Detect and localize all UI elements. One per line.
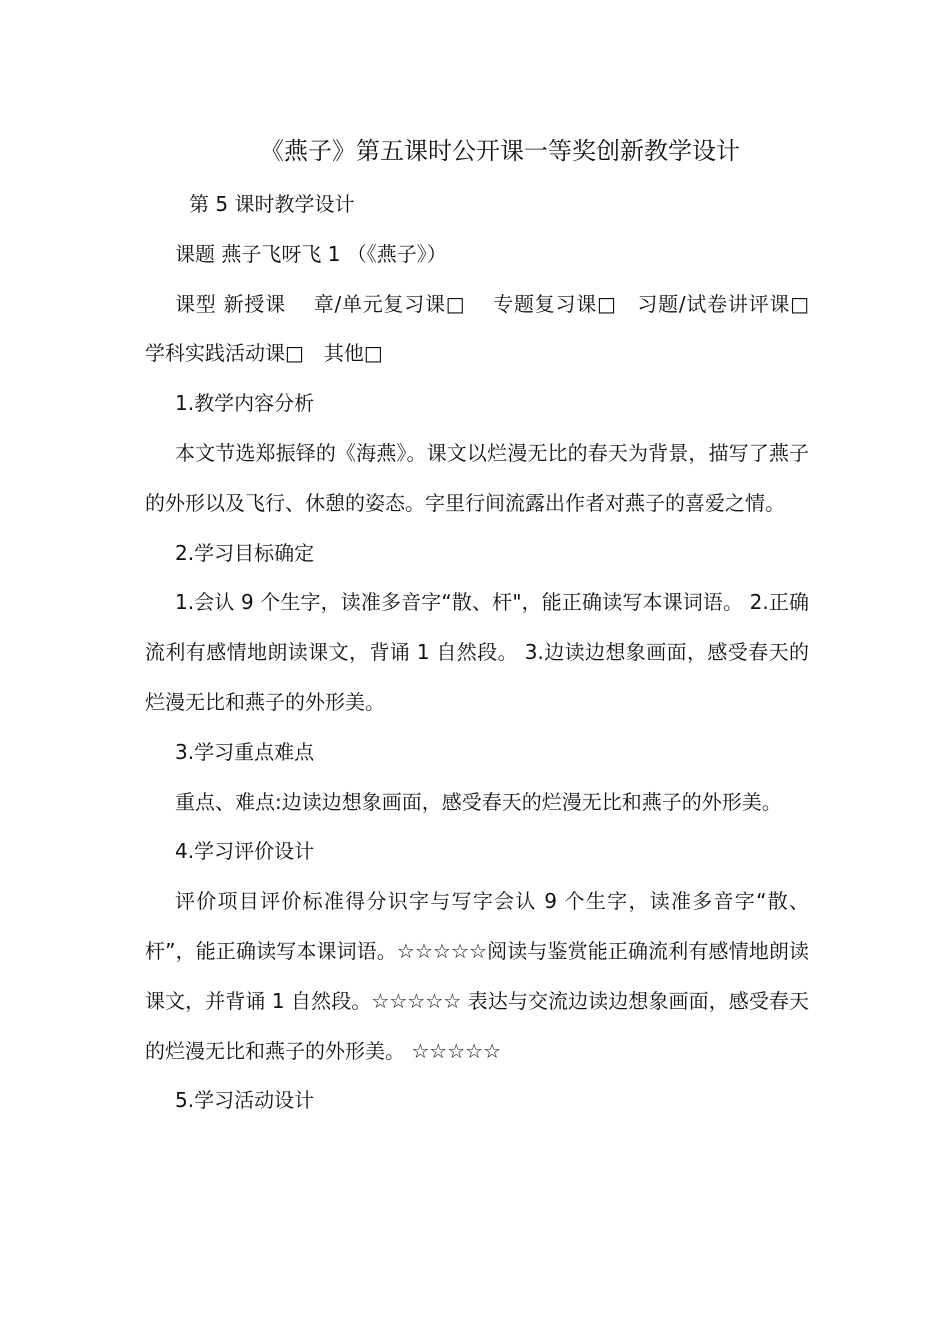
section-text-objectives: 1.会认 9 个生字，读准多音字“散、杆"，能正确读写本课词语。 2.正确流利有感情地朗读课文，背诵 1 自然段。 3.边读边想象画面，感受春天的烂漫无比和燕子的外形美。	[145, 590, 809, 714]
document-body	[145, 180, 829, 1126]
document-title: 《燕子》第五课时公开课一等奖创新教学设计	[260, 137, 740, 165]
section-heading-objectives: 2.学习目标确定	[175, 540, 315, 565]
section-text-key-points: 重点、难点:边读边想象画面，感受春天的烂漫无比和燕子的外形美。	[175, 789, 782, 814]
section-heading-evaluation: 4.学习评价设计	[175, 839, 315, 864]
lesson-topic: 课题 燕子飞呀飞 1 （《燕子》）	[175, 241, 447, 266]
lesson-type: 课型 新授课 章/单元复习课□ 专题复习课□ 习题/试卷讲评课□ 学科实践活动课□ 其他□	[145, 291, 829, 366]
section-heading-activities: 5.学习活动设计	[175, 1088, 315, 1113]
section-heading-content-analysis: 1.教学内容分析	[175, 391, 315, 416]
lesson-subtitle: 第 5 课时教学设计	[189, 192, 355, 216]
section-heading-key-points: 3.学习重点难点	[175, 739, 315, 764]
section-text-content-analysis: 本文节选郑振铎的《海燕》。课文以烂漫无比的春天为背景，描写了燕子的外形以及飞行、休憩的姿态。字里行间流露出作者对燕子的喜爱之情。	[145, 440, 809, 515]
section-text-evaluation: 评价项目评价标准得分识字与写字会认 9 个生字，读准多音字“散、杆”，能正确读写本课词语。☆☆☆☆☆阅读与鉴赏能正确流利有感情地朗读课文，并背诵 1 自然段。☆☆☆☆☆ 表达与交流边读边想象画面，感受春天的烂漫无比和燕子的外形美。 ☆☆☆☆☆	[145, 889, 809, 1063]
